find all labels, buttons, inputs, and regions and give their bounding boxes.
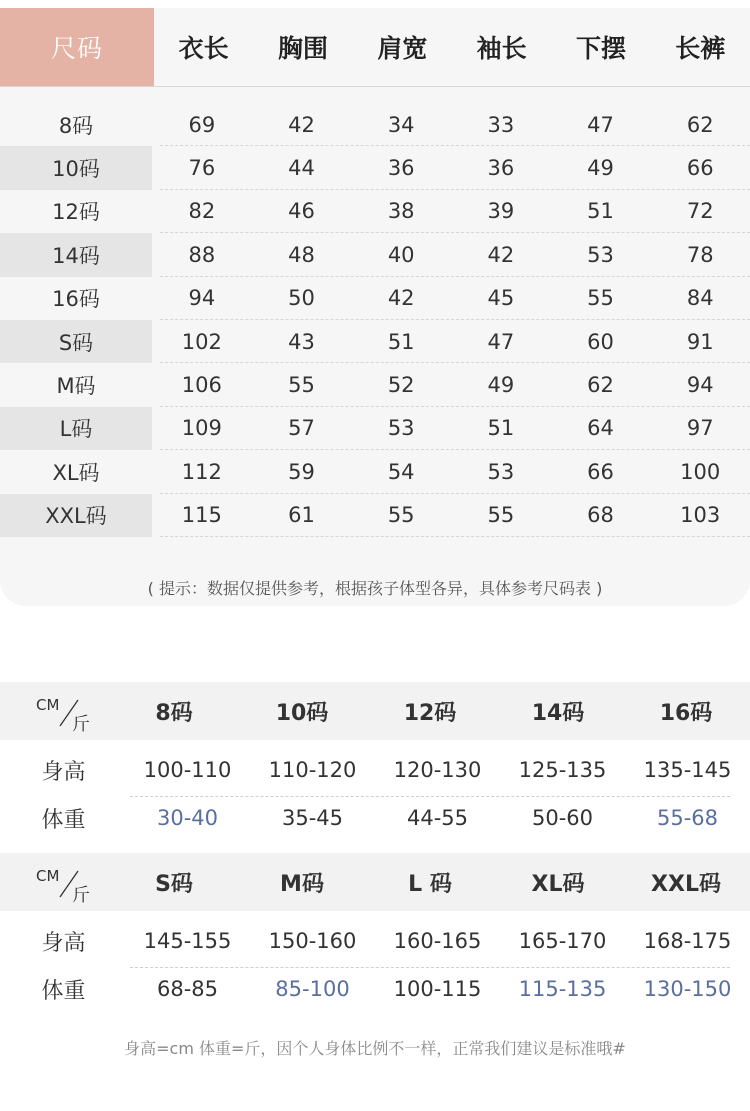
hw-size-col: XXL码 [651, 871, 721, 897]
height-value: 125-135 [518, 758, 607, 782]
height-weight-table-adult [0, 853, 750, 1015]
size-value-cell: 84 [686, 286, 714, 311]
height-value: 160-165 [393, 929, 482, 953]
height-row [0, 744, 750, 796]
size-value-cell: 38 [387, 199, 415, 224]
unit-cm: CM [36, 867, 60, 885]
size-label: S码 [0, 320, 152, 363]
weight-value: 85-100 [275, 977, 350, 1001]
size-value-cell: 55 [487, 503, 515, 528]
size-value-cell: 51 [587, 199, 614, 224]
size-value-cell: 47 [587, 112, 614, 137]
weight-value: 100-115 [393, 977, 482, 1001]
size-value-cell: 40 [387, 242, 415, 267]
size-value-cell: 61 [288, 503, 315, 528]
size-value-cell: 78 [686, 242, 714, 267]
size-value-cell: 64 [587, 416, 614, 441]
height-value: 150-160 [268, 929, 357, 953]
hw-size-col: L 码 [408, 871, 452, 897]
size-value-cell: 54 [387, 459, 415, 484]
hw-size-col: S码 [155, 871, 193, 897]
size-value-cell: 36 [487, 156, 515, 181]
header-col-shoulder: 肩宽 [377, 34, 428, 63]
size-value-cell: 72 [686, 199, 714, 224]
size-value-cell: 42 [487, 242, 515, 267]
header-col-pants: 长裤 [675, 34, 726, 63]
hw-size-col: XL码 [531, 871, 585, 897]
size-value-cell: 44 [288, 156, 315, 181]
height-value: 120-130 [393, 758, 482, 782]
size-label: M码 [56, 374, 96, 399]
size-value-cell: 52 [387, 373, 415, 398]
height-value: 145-155 [143, 929, 232, 953]
size-label: XXL码 [0, 494, 152, 537]
height-value: 100-110 [143, 758, 232, 782]
hw-size-col: 8码 [155, 700, 193, 726]
size-label: 12码 [52, 200, 100, 225]
size-value-cell: 51 [487, 416, 515, 441]
height-value: 110-120 [268, 758, 357, 782]
size-chart-card [0, 8, 750, 606]
size-label: 16码 [52, 287, 100, 312]
size-value-cell: 62 [587, 373, 614, 398]
size-label: 10码 [0, 146, 152, 189]
weight-label: 体重 [41, 978, 86, 1004]
hw-size-col: 10码 [275, 700, 329, 726]
size-value-cell: 55 [288, 373, 315, 398]
weight-value: 130-150 [643, 977, 732, 1001]
row-divider [160, 536, 750, 537]
hw-size-col: 16码 [659, 700, 713, 726]
size-value-cell: 36 [387, 156, 415, 181]
size-value-cell: 53 [487, 459, 515, 484]
size-value-cell: 91 [686, 329, 714, 354]
size-row [0, 363, 750, 406]
size-label: 8码 [58, 113, 94, 138]
weight-row [0, 792, 750, 844]
size-row [0, 277, 750, 320]
weight-value: 44-55 [406, 806, 469, 830]
size-value-cell: 100 [680, 459, 721, 484]
size-value-cell: 49 [587, 156, 614, 181]
size-value-cell: 66 [686, 156, 714, 181]
unit-cm: CM [36, 696, 60, 714]
weight-value: 68-85 [156, 977, 219, 1001]
hw-size-col: 14码 [531, 700, 585, 726]
size-value-cell: 94 [188, 286, 216, 311]
size-value-cell: 97 [686, 416, 714, 441]
size-value-cell: 34 [387, 112, 415, 137]
unit-label [0, 682, 110, 740]
size-row [0, 233, 750, 276]
size-value-cell: 94 [686, 373, 714, 398]
size-value-cell: 66 [587, 459, 614, 484]
size-value-cell: 43 [288, 329, 315, 354]
size-value-cell: 59 [288, 459, 315, 484]
hw-header [0, 853, 750, 911]
weight-value: 55-68 [656, 806, 719, 830]
weight-row [0, 963, 750, 1015]
size-chart-note: ( 提示：数据仅提供参考，根据孩子体型各异，具体参考尺码表 ) [147, 579, 603, 598]
height-label: 身高 [41, 930, 86, 956]
weight-value: 30-40 [156, 806, 219, 830]
size-value-cell: 42 [288, 112, 315, 137]
size-value-cell: 112 [181, 459, 222, 484]
height-value: 168-175 [643, 929, 732, 953]
hw-size-col: 12码 [403, 700, 457, 726]
size-value-cell: 60 [587, 329, 614, 354]
unit-jin: 斤 [72, 885, 90, 906]
height-weight-table-kids [0, 682, 750, 844]
size-value-cell: 102 [181, 329, 222, 354]
size-row [0, 320, 750, 363]
size-value-cell: 39 [487, 199, 515, 224]
weight-label: 体重 [41, 807, 86, 833]
height-row [0, 915, 750, 967]
size-header-corner: 尺码 [0, 8, 154, 86]
size-value-cell: 106 [181, 373, 222, 398]
size-value-cell: 45 [487, 286, 515, 311]
size-value-cell: 53 [587, 242, 614, 267]
size-value-cell: 68 [587, 503, 614, 528]
hw-header [0, 682, 750, 740]
size-value-cell: 50 [288, 286, 315, 311]
height-value: 135-145 [643, 758, 732, 782]
size-value-cell: 55 [387, 503, 415, 528]
weight-value: 35-45 [281, 806, 344, 830]
size-label: L码 [0, 407, 152, 450]
size-row [0, 494, 750, 537]
header-col-hem: 下摆 [575, 34, 626, 63]
size-label: 14码 [0, 233, 152, 276]
size-value-cell: 47 [487, 329, 515, 354]
weight-value: 50-60 [531, 806, 594, 830]
size-value-cell: 76 [188, 156, 216, 181]
size-value-cell: 49 [487, 373, 515, 398]
size-row [0, 103, 750, 146]
size-value-cell: 48 [288, 242, 315, 267]
size-row [0, 146, 750, 189]
header-col-sleeve: 袖长 [476, 34, 527, 63]
size-row [0, 450, 750, 493]
size-value-cell: 62 [686, 112, 714, 137]
hw-size-col: M码 [280, 871, 324, 897]
size-chart-body [0, 103, 750, 537]
size-value-cell: 42 [387, 286, 415, 311]
size-row [0, 190, 750, 233]
size-value-cell: 69 [188, 112, 216, 137]
header-col-length: 衣长 [178, 34, 229, 63]
unit-label [0, 853, 110, 911]
size-value-cell: 55 [587, 286, 614, 311]
size-value-cell: 51 [387, 329, 415, 354]
header-col-chest: 胸围 [277, 34, 328, 63]
unit-jin: 斤 [72, 714, 90, 735]
size-value-cell: 103 [680, 503, 721, 528]
header-divider [0, 86, 750, 87]
size-value-cell: 57 [288, 416, 315, 441]
size-value-cell: 115 [181, 503, 222, 528]
weight-value: 115-135 [518, 977, 607, 1001]
height-label: 身高 [41, 759, 86, 785]
size-value-cell: 82 [188, 199, 216, 224]
size-value-cell: 53 [387, 416, 415, 441]
size-row [0, 407, 750, 450]
height-value: 165-170 [518, 929, 607, 953]
size-chart-header [0, 8, 750, 86]
size-label: XL码 [52, 460, 100, 485]
size-value-cell: 109 [181, 416, 222, 441]
size-value-cell: 88 [188, 242, 216, 267]
size-value-cell: 46 [288, 199, 315, 224]
size-value-cell: 33 [487, 112, 515, 137]
footer-note: 身高=cm 体重=斤，因个人身体比例不一样，正常我们建议是标准哦# [124, 1039, 626, 1058]
